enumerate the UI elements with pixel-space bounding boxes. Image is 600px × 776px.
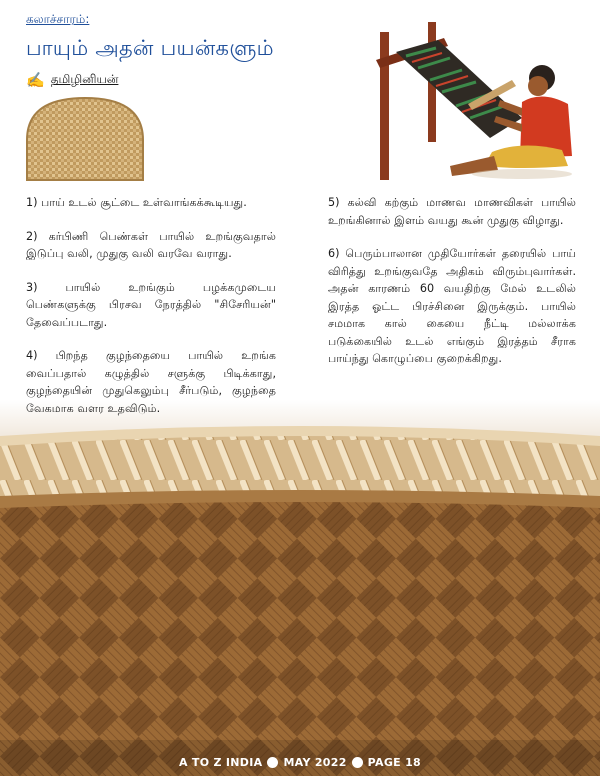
writing-hand-icon: ✍️	[26, 70, 45, 89]
mat-swatch-image	[25, 96, 145, 182]
bullet-dot-icon	[352, 757, 363, 768]
right-column	[328, 194, 576, 384]
weaver-illustration	[372, 20, 584, 182]
benefit-point-6: 6) பெரும்பாலான முதியோர்கள் தரையில் பாய் விரித்து உறங்குவதே அதிகம் விரும்புவார்கள். அதன் காரணம் 60 வயதிற்கு மேல் உடலில் இரத்த ஓட்ட பிரச்சினை இருக்கும். பாயில் சமமாக கால் கையை நீட்டி மல்லாக்க படுக்கையில் உடல் எங்கும் இரத்தம் சீராக பாய்ந்து கொழுப்பை குறைக்கிறது.	[328, 247, 576, 365]
issue-date: MAY 2022	[283, 756, 347, 769]
author-name: தமிழினியன்	[50, 72, 119, 86]
benefit-point-1: 1) பாய் உடல் சூட்டை உள்வாங்கக்கூடியது.	[26, 196, 247, 209]
article-title: பாயும் அதன் பயன்களும்	[26, 36, 274, 60]
author-byline	[26, 72, 118, 88]
benefit-point-3: 3) பாயில் உறங்கும் பழக்கமுடைய பெண்களுக்கு பிரசவ நேரத்தில் "சிசேரியன்" தேவைப்படாது.	[26, 280, 276, 329]
magazine-name: A TO Z INDIA	[178, 756, 263, 769]
benefit-point-4: 4) பிறந்த குழந்தையை பாயில் உறங்க வைப்பதால் கழுத்தில் சளுக்கு பிடிக்காது, குழந்தையின் முதுகெலும்பு சீர்படும், குழந்தை வேகமாக வளர உதவிடும்.	[26, 349, 276, 415]
woven-basket-image	[0, 400, 600, 776]
page-footer	[0, 756, 600, 769]
left-column	[26, 194, 276, 433]
benefit-point-2: 2) கர்பிணி பெண்கள் பாயில் உறங்குவதால் இடுப்பு வலி, முதுகு வலி வரவே வராது.	[26, 229, 276, 260]
bullet-dot-icon	[267, 757, 278, 768]
benefit-point-5: 5) கல்வி கற்கும் மாணவ மாணவிகள் பாயில் உறங்கினால் இளம் வயது கூன் முதுகு விழாது.	[328, 196, 576, 227]
category-label: கலாச்சாரம்:	[26, 12, 90, 26]
page-number: PAGE 18	[367, 756, 422, 769]
